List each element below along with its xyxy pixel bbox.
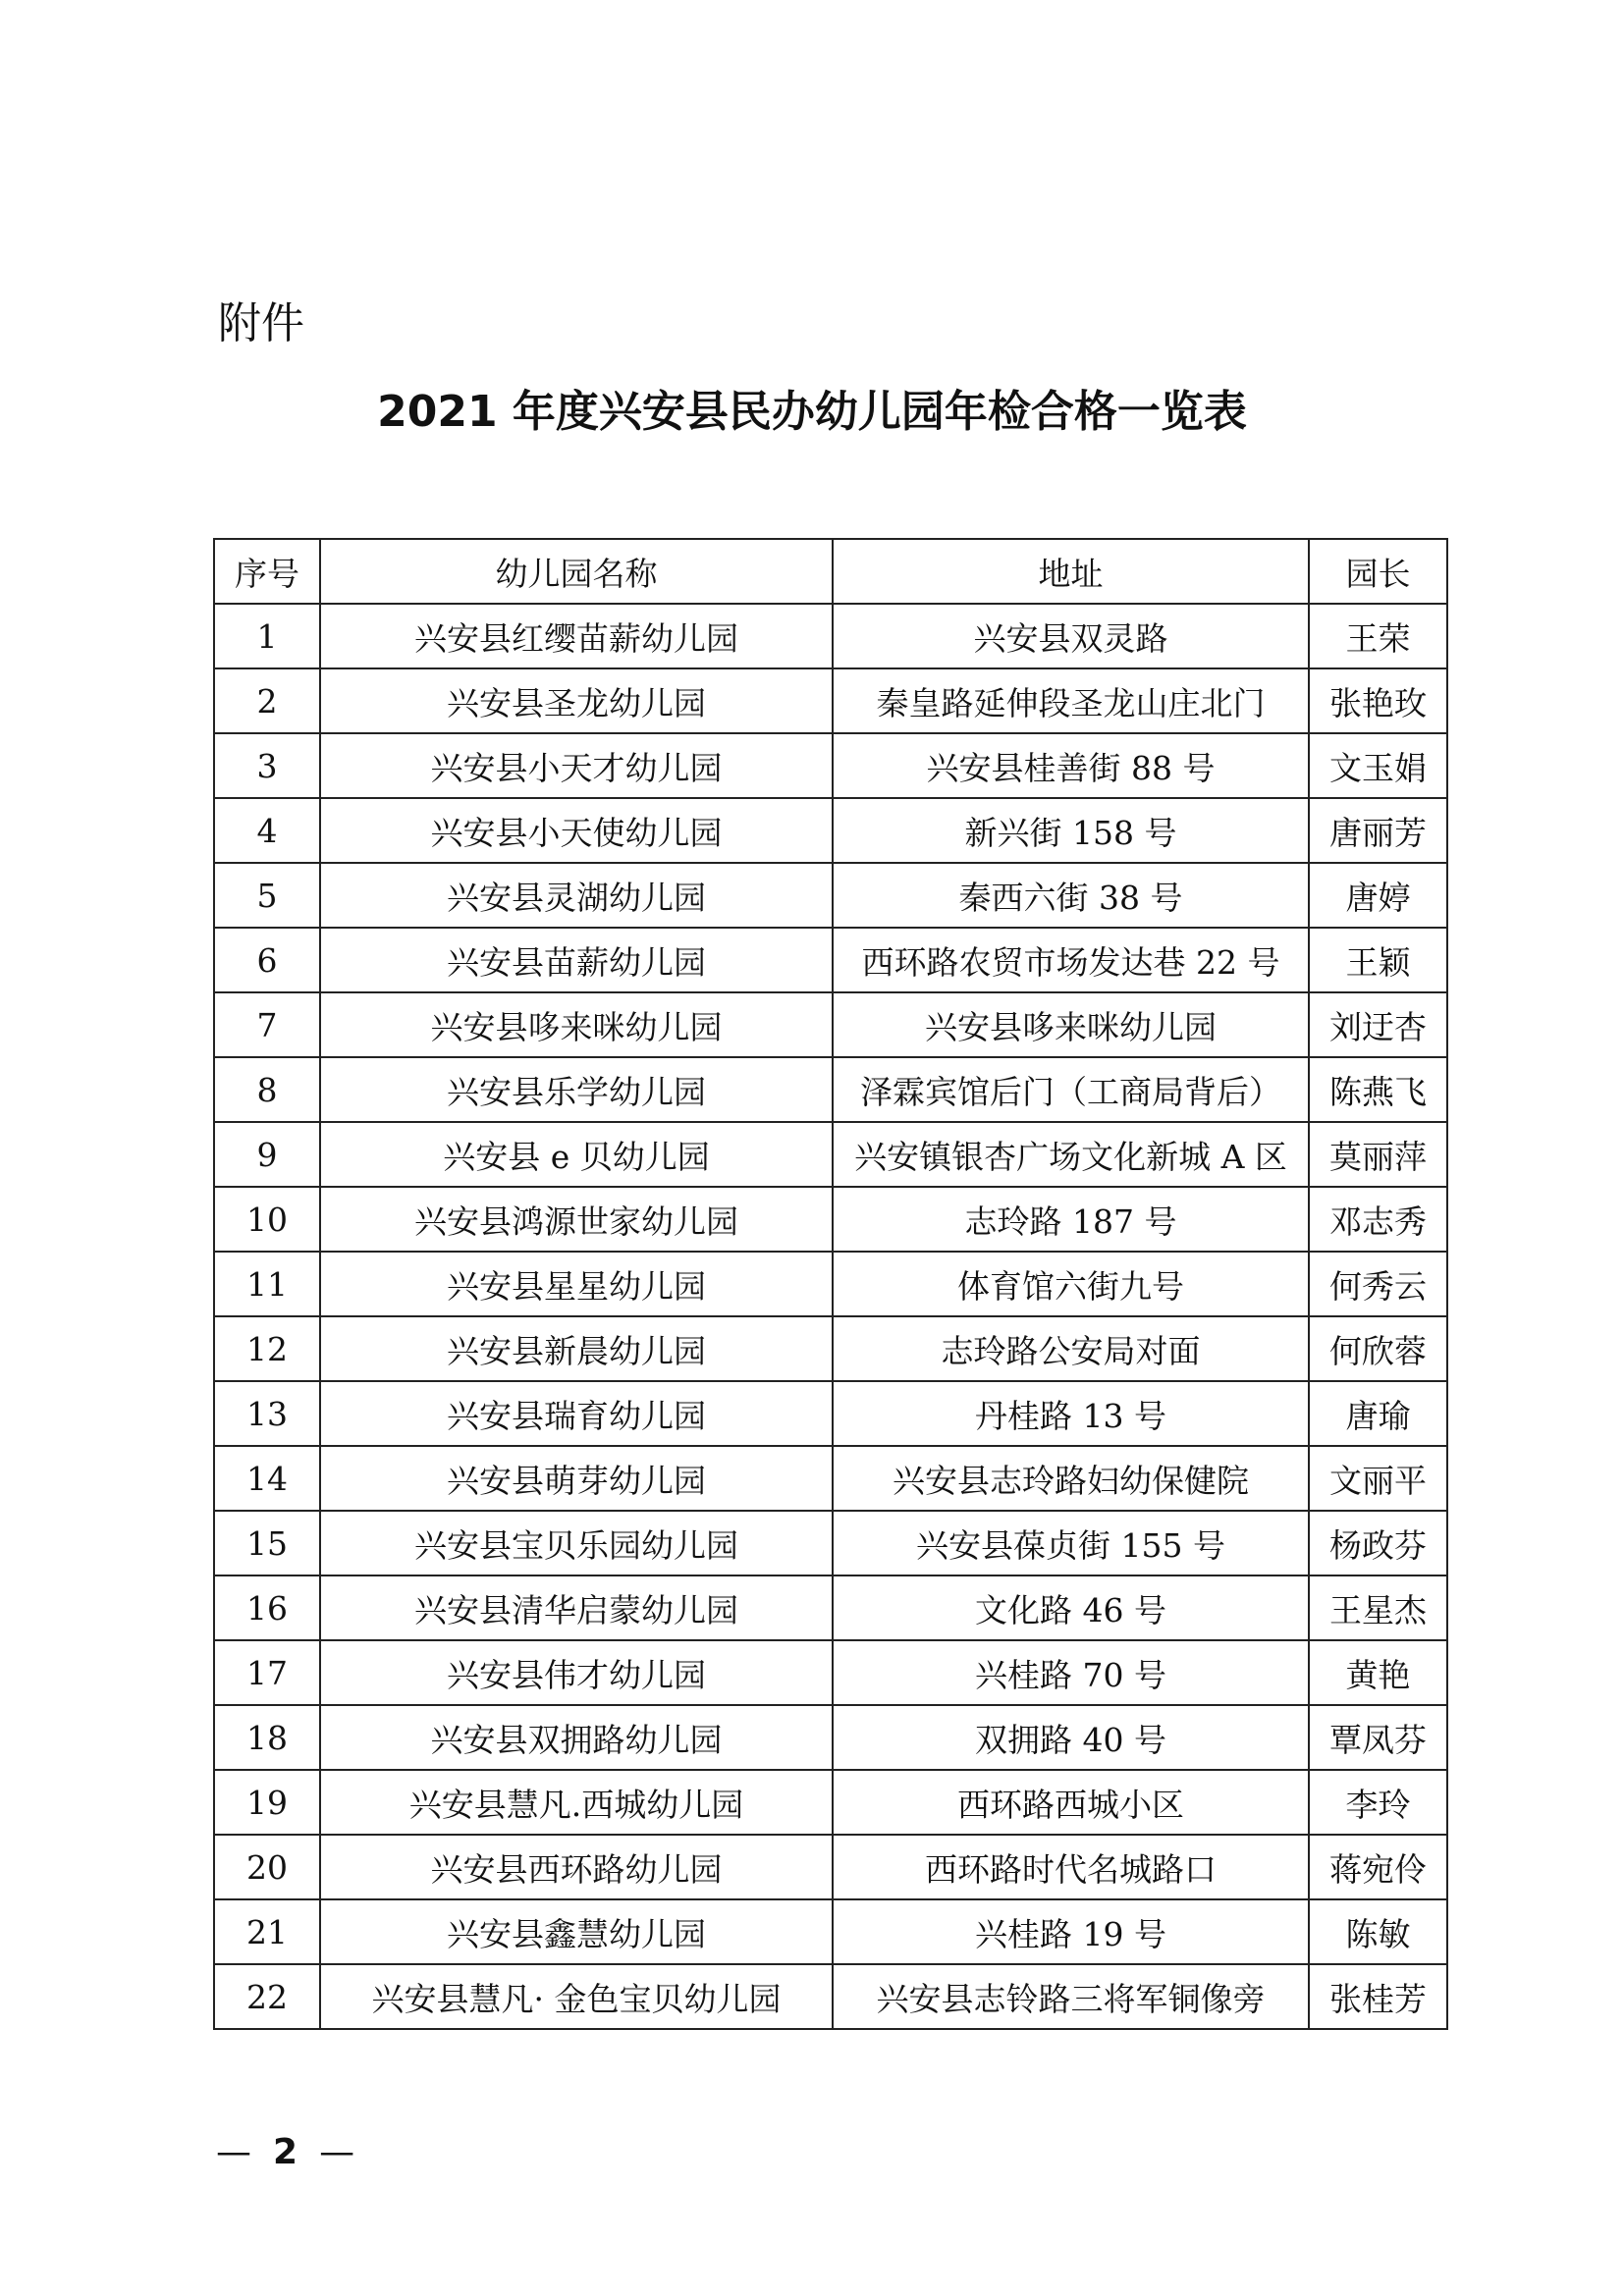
cell-number: 18 bbox=[214, 1705, 320, 1770]
cell-name: 兴安县新晨幼儿园 bbox=[320, 1316, 833, 1381]
cell-principal: 文玉娟 bbox=[1309, 733, 1447, 798]
cell-number: 22 bbox=[214, 1964, 320, 2029]
table-row bbox=[214, 1057, 1447, 1122]
cell-address: 体育馆六街九号 bbox=[833, 1252, 1309, 1316]
cell-name: 兴安县灵湖幼儿园 bbox=[320, 863, 833, 928]
cell-name: 兴安县小天才幼儿园 bbox=[320, 733, 833, 798]
page-number: 2 bbox=[273, 2132, 298, 2172]
cell-address: 泽霖宾馆后门（工商局背后） bbox=[833, 1057, 1309, 1122]
cell-number: 9 bbox=[214, 1122, 320, 1187]
cell-principal: 覃凤芬 bbox=[1309, 1705, 1447, 1770]
cell-number: 12 bbox=[214, 1316, 320, 1381]
table-row bbox=[214, 863, 1447, 928]
table-row bbox=[214, 1252, 1447, 1316]
cell-number: 8 bbox=[214, 1057, 320, 1122]
cell-principal: 张艳玫 bbox=[1309, 668, 1447, 733]
cell-number: 5 bbox=[214, 863, 320, 928]
cell-address: 兴安县双灵路 bbox=[833, 604, 1309, 668]
cell-number: 10 bbox=[214, 1187, 320, 1252]
table-header-row bbox=[214, 539, 1447, 604]
table-row bbox=[214, 1899, 1447, 1964]
column-header-number: 序号 bbox=[214, 539, 320, 604]
table-row bbox=[214, 1770, 1447, 1835]
cell-address: 文化路 46 号 bbox=[833, 1575, 1309, 1640]
cell-name: 兴安县慧凡· 金色宝贝幼儿园 bbox=[320, 1964, 833, 2029]
cell-name: 兴安县鑫慧幼儿园 bbox=[320, 1899, 833, 1964]
cell-name: 兴安县清华启蒙幼儿园 bbox=[320, 1575, 833, 1640]
cell-name: 兴安县红缨苗薪幼儿园 bbox=[320, 604, 833, 668]
cell-principal: 刘迂杏 bbox=[1309, 992, 1447, 1057]
cell-principal: 王星杰 bbox=[1309, 1575, 1447, 1640]
cell-address: 兴安县志铃路三将军铜像旁 bbox=[833, 1964, 1309, 2029]
attachment-label: 附件 bbox=[218, 298, 304, 348]
cell-address: 兴安镇银杏广场文化新城 A 区 bbox=[833, 1122, 1309, 1187]
table-row bbox=[214, 928, 1447, 992]
cell-principal: 黄艳 bbox=[1309, 1640, 1447, 1705]
cell-address: 秦皇路延伸段圣龙山庄北门 bbox=[833, 668, 1309, 733]
cell-name: 兴安县伟才幼儿园 bbox=[320, 1640, 833, 1705]
cell-name: 兴安县星星幼儿园 bbox=[320, 1252, 833, 1316]
cell-address: 兴桂路 70 号 bbox=[833, 1640, 1309, 1705]
kindergarten-table bbox=[213, 538, 1448, 2030]
cell-address: 志玲路 187 号 bbox=[833, 1187, 1309, 1252]
cell-principal: 蒋宛伶 bbox=[1309, 1835, 1447, 1899]
cell-name: 兴安县双拥路幼儿园 bbox=[320, 1705, 833, 1770]
cell-number: 2 bbox=[214, 668, 320, 733]
cell-address: 兴安县桂善街 88 号 bbox=[833, 733, 1309, 798]
table-row bbox=[214, 1835, 1447, 1899]
cell-principal: 王荣 bbox=[1309, 604, 1447, 668]
cell-address: 双拥路 40 号 bbox=[833, 1705, 1309, 1770]
cell-principal: 莫丽萍 bbox=[1309, 1122, 1447, 1187]
cell-principal: 杨政芬 bbox=[1309, 1511, 1447, 1575]
cell-address: 兴桂路 19 号 bbox=[833, 1899, 1309, 1964]
table-row bbox=[214, 1575, 1447, 1640]
cell-number: 14 bbox=[214, 1446, 320, 1511]
cell-principal: 文丽平 bbox=[1309, 1446, 1447, 1511]
cell-name: 兴安县圣龙幼儿园 bbox=[320, 668, 833, 733]
cell-name: 兴安县 e 贝幼儿园 bbox=[320, 1122, 833, 1187]
table-row bbox=[214, 1705, 1447, 1770]
table-row bbox=[214, 1381, 1447, 1446]
cell-number: 19 bbox=[214, 1770, 320, 1835]
table-row bbox=[214, 1122, 1447, 1187]
cell-number: 17 bbox=[214, 1640, 320, 1705]
cell-number: 20 bbox=[214, 1835, 320, 1899]
column-header-address: 地址 bbox=[833, 539, 1309, 604]
cell-principal: 张桂芳 bbox=[1309, 1964, 1447, 2029]
table-row bbox=[214, 1511, 1447, 1575]
table-row bbox=[214, 668, 1447, 733]
cell-address: 西环路农贸市场发达巷 22 号 bbox=[833, 928, 1309, 992]
cell-address: 新兴街 158 号 bbox=[833, 798, 1309, 863]
cell-name: 兴安县小天使幼儿园 bbox=[320, 798, 833, 863]
table-row bbox=[214, 1640, 1447, 1705]
cell-principal: 唐婷 bbox=[1309, 863, 1447, 928]
cell-principal: 何欣蓉 bbox=[1309, 1316, 1447, 1381]
cell-name: 兴安县苗薪幼儿园 bbox=[320, 928, 833, 992]
table-row bbox=[214, 1446, 1447, 1511]
cell-name: 兴安县萌芽幼儿园 bbox=[320, 1446, 833, 1511]
page-dash-left: — bbox=[216, 2132, 251, 2172]
cell-address: 丹桂路 13 号 bbox=[833, 1381, 1309, 1446]
cell-address: 西环路西城小区 bbox=[833, 1770, 1309, 1835]
cell-principal: 陈敏 bbox=[1309, 1899, 1447, 1964]
cell-number: 7 bbox=[214, 992, 320, 1057]
page-footer bbox=[216, 2125, 354, 2180]
cell-name: 兴安县宝贝乐园幼儿园 bbox=[320, 1511, 833, 1575]
table-row bbox=[214, 733, 1447, 798]
cell-number: 3 bbox=[214, 733, 320, 798]
table-row bbox=[214, 1316, 1447, 1381]
cell-principal: 何秀云 bbox=[1309, 1252, 1447, 1316]
table-row bbox=[214, 1187, 1447, 1252]
column-header-principal: 园长 bbox=[1309, 539, 1447, 604]
cell-name: 兴安县乐学幼儿园 bbox=[320, 1057, 833, 1122]
cell-principal: 李玲 bbox=[1309, 1770, 1447, 1835]
cell-number: 21 bbox=[214, 1899, 320, 1964]
cell-number: 16 bbox=[214, 1575, 320, 1640]
table-row bbox=[214, 798, 1447, 863]
cell-number: 15 bbox=[214, 1511, 320, 1575]
cell-address: 兴安县葆贞街 155 号 bbox=[833, 1511, 1309, 1575]
document-title: 2021 年度兴安县民办幼儿园年检合格一览表 bbox=[377, 387, 1247, 437]
cell-principal: 王颖 bbox=[1309, 928, 1447, 992]
cell-address: 兴安县志玲路妇幼保健院 bbox=[833, 1446, 1309, 1511]
column-header-name: 幼儿园名称 bbox=[320, 539, 833, 604]
cell-name: 兴安县哆来咪幼儿园 bbox=[320, 992, 833, 1057]
cell-name: 兴安县西环路幼儿园 bbox=[320, 1835, 833, 1899]
page-dash-right: — bbox=[319, 2132, 355, 2172]
cell-address: 志玲路公安局对面 bbox=[833, 1316, 1309, 1381]
cell-number: 11 bbox=[214, 1252, 320, 1316]
cell-name: 兴安县瑞育幼儿园 bbox=[320, 1381, 833, 1446]
cell-principal: 唐瑜 bbox=[1309, 1381, 1447, 1446]
cell-number: 1 bbox=[214, 604, 320, 668]
cell-address: 兴安县哆来咪幼儿园 bbox=[833, 992, 1309, 1057]
table-row bbox=[214, 604, 1447, 668]
table-row bbox=[214, 1964, 1447, 2029]
cell-address: 西环路时代名城路口 bbox=[833, 1835, 1309, 1899]
cell-principal: 唐丽芳 bbox=[1309, 798, 1447, 863]
cell-name: 兴安县鸿源世家幼儿园 bbox=[320, 1187, 833, 1252]
table-row bbox=[214, 992, 1447, 1057]
cell-name: 兴安县慧凡.西城幼儿园 bbox=[320, 1770, 833, 1835]
cell-address: 秦西六街 38 号 bbox=[833, 863, 1309, 928]
cell-principal: 邓志秀 bbox=[1309, 1187, 1447, 1252]
cell-number: 6 bbox=[214, 928, 320, 992]
cell-number: 4 bbox=[214, 798, 320, 863]
cell-principal: 陈燕飞 bbox=[1309, 1057, 1447, 1122]
cell-number: 13 bbox=[214, 1381, 320, 1446]
